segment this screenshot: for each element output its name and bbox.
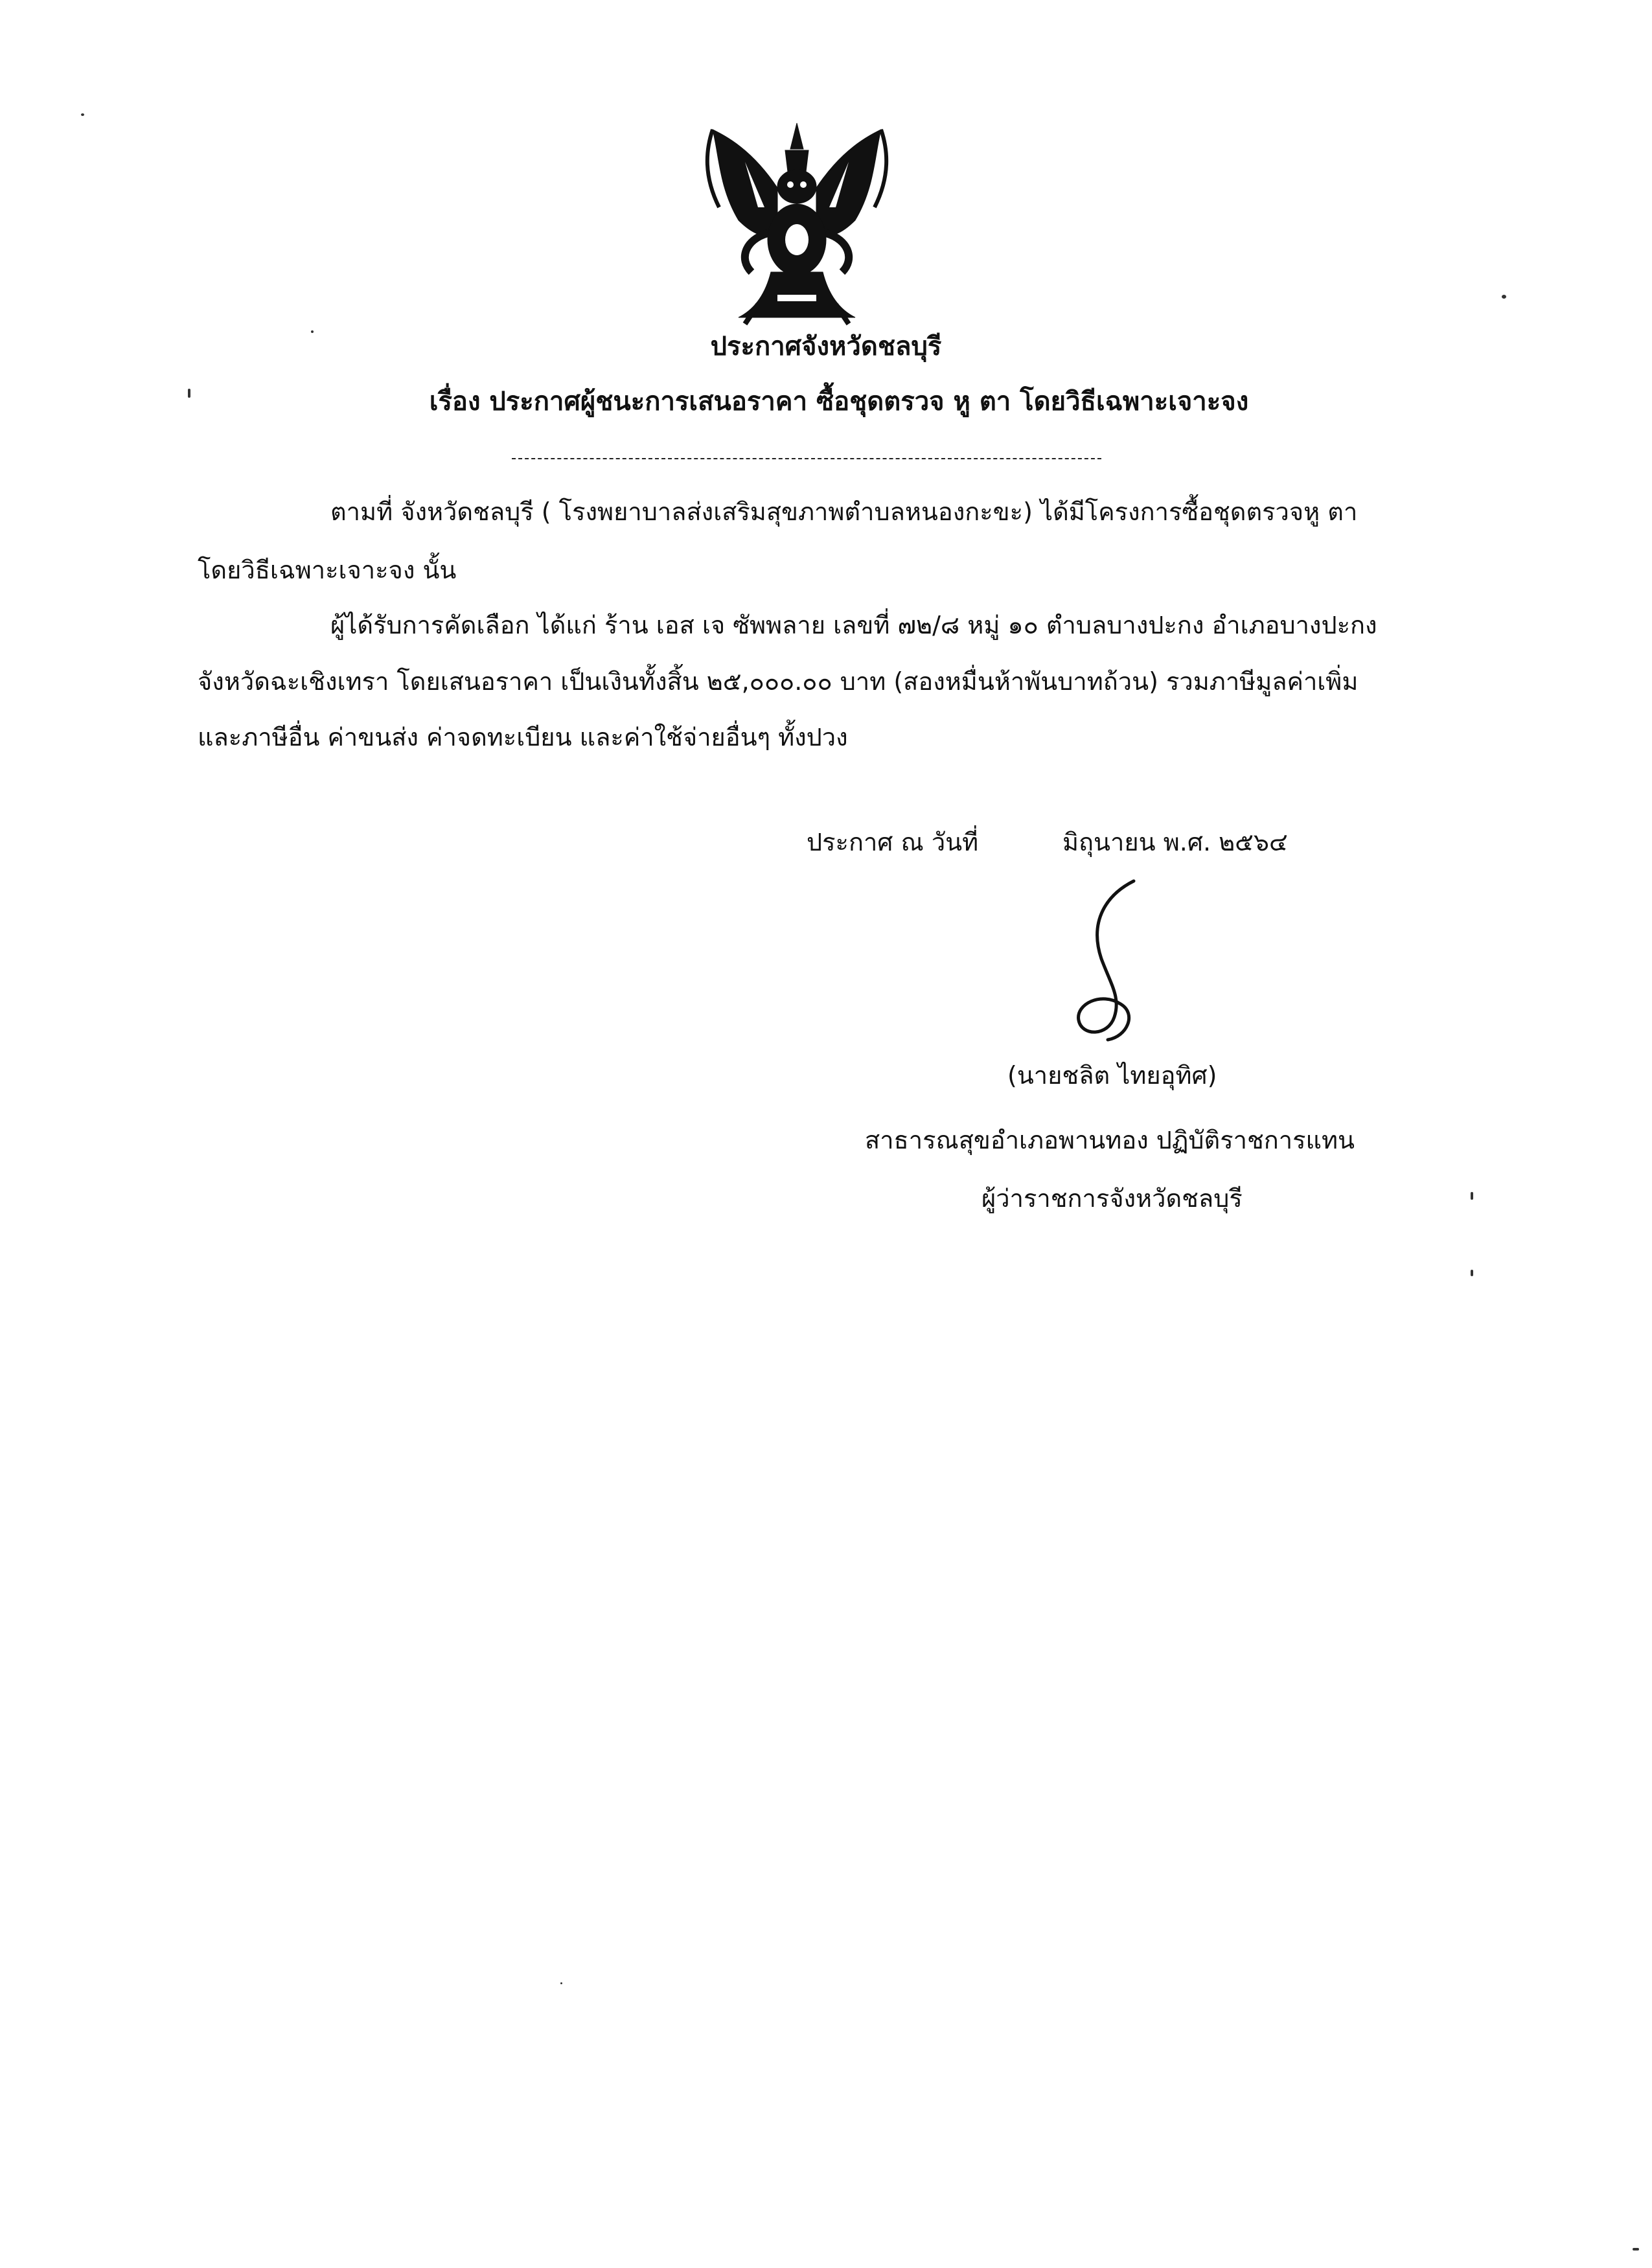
signatory-position2: ผู้ว่าราชการจังหวัดชลบุรี <box>981 1184 1243 1213</box>
signatory-position: สาธารณสุขอำเภอพานทอง ปฏิบัติราชการแทน <box>865 1126 1355 1154</box>
scan-speck <box>1633 2248 1639 2251</box>
scan-speck <box>560 1982 562 1984</box>
scan-speck <box>311 330 314 333</box>
title-divider <box>512 458 1101 459</box>
scan-speck <box>188 389 190 398</box>
scan-speck <box>1471 1270 1473 1276</box>
scan-speck <box>1502 295 1506 299</box>
paragraph1-line1: ตามที่ จังหวัดชลบุรี ( โรงพยาบาลส่งเสริมสุขภาพตำบลหนองกะขะ) ได้มีโครงการซื้อชุดตรวจหู ตา <box>330 498 1358 526</box>
announcement-date-label: ประกาศ ณ วันที่ <box>807 828 979 856</box>
garuda-emblem-icon <box>700 110 894 330</box>
paragraph2-line1: ผู้ได้รับการคัดเลือก ได้แก่ ร้าน เอส เจ ซัพพลาย เลขที่ ๗๒/๘ หมู่ ๑๐ ตำบลบางปะกง อำเภอบางปะกง <box>330 611 1377 639</box>
paragraph1-line2: โดยวิธีเฉพาะเจาะจง นั้น <box>198 556 457 584</box>
announcement-date-value: มิถุนายน พ.ศ. ๒๕๖๔ <box>1062 828 1288 856</box>
document-subject: เรื่อง ประกาศผู้ชนะการเสนอราคา ซื้อชุดตรวจ หู ตา โดยวิธีเฉพาะเจาะจง <box>429 387 1249 417</box>
paragraph2-line2: จังหวัดฉะเชิงเทรา โดยเสนอราคา เป็นเงินทั้งสิ้น ๒๕,๐๐๐.๐๐ บาท (สองหมื่นห้าพันบาทถ้วน) รวมภาษีมูลค่าเพิ่ม <box>198 667 1359 696</box>
signatory-name: (นายชลิต ไทยอุทิศ) <box>1007 1061 1217 1090</box>
handwritten-signature-icon <box>1050 875 1153 1049</box>
scan-speck <box>81 113 84 116</box>
paragraph2-line3: และภาษีอื่น ค่าขนส่ง ค่าจดทะเบียน และค่าใช้จ่ายอื่นๆ ทั้งปวง <box>198 723 848 751</box>
document-agency-title: ประกาศจังหวัดชลบุรี <box>710 332 942 361</box>
scan-speck <box>1471 1192 1473 1200</box>
